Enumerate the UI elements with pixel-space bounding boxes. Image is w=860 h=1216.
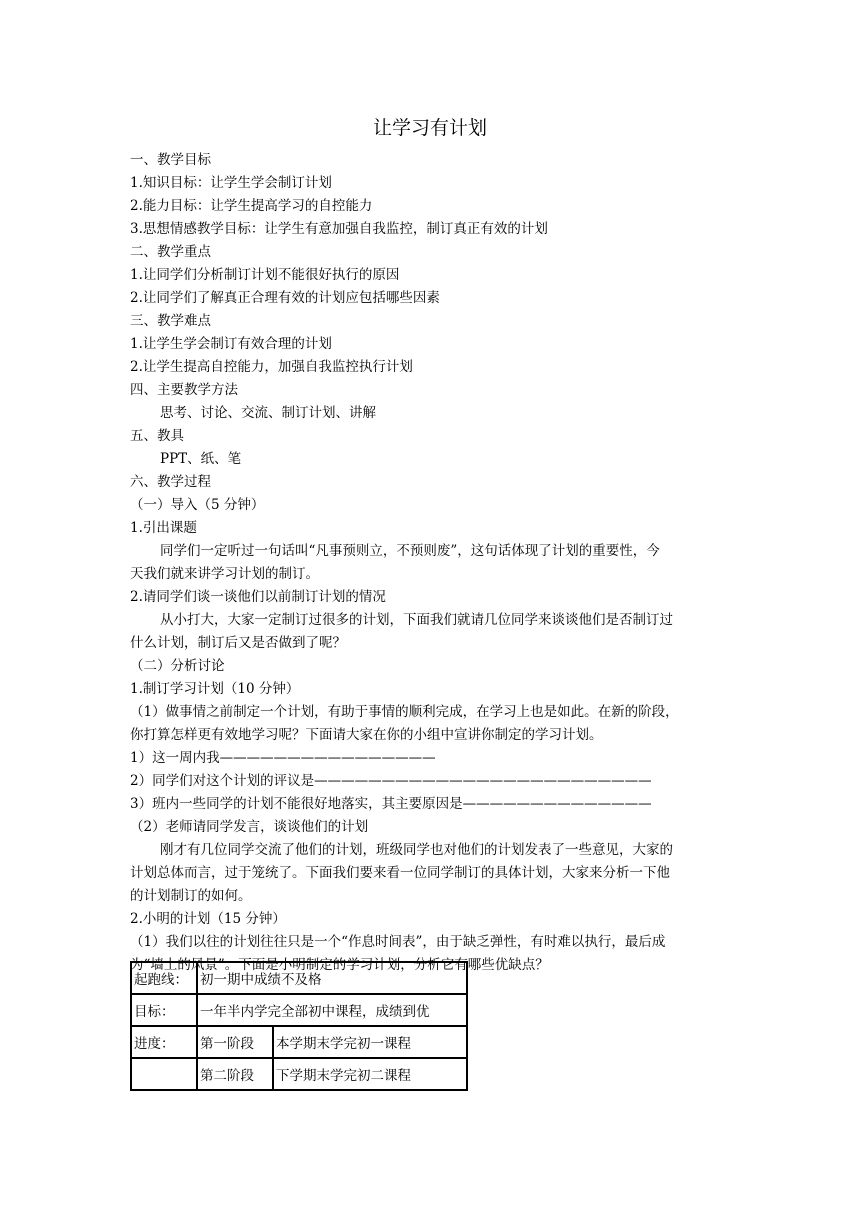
table-cell-stage: 第二阶段 (197, 1058, 273, 1090)
text-line: 2.能力目标：让学生提高学习的自控能力 (130, 198, 373, 214)
text-line: （一）导入（5 分钟） (130, 497, 265, 513)
text-line: 为“墙上的风景”。下面是小明制定的学习计划，分析它有哪些优缺点？ (130, 957, 549, 973)
text-line: 1.让同学们分析制订计划不能很好执行的原因 (130, 267, 400, 283)
table-cell-stage: 第一阶段 (197, 1026, 273, 1058)
text-line: 1.制订学习计划（10 分钟） (130, 681, 300, 697)
text-line: 1.知识目标：让学生学会制订计划 (130, 175, 332, 191)
text-line: 2）同学们对这个计划的评议是————————————————————————— (130, 773, 652, 789)
text-line: 六、教学过程 (130, 474, 211, 490)
table-row (131, 962, 467, 994)
text-line: 五、教具 (130, 428, 184, 444)
text-line: 四、主要教学方法 (130, 382, 238, 398)
text-line: 三、教学难点 (130, 313, 211, 329)
table-row (131, 1058, 467, 1090)
table-cell-label: 进度： (131, 1026, 197, 1058)
table-row (131, 994, 467, 1026)
text-line: 同学们一定听过一句话叫“凡事预则立，不预则废”，这句话体现了计划的重要性，今 (160, 543, 660, 559)
text-line: （二）分析讨论 (130, 658, 225, 674)
document-body (130, 149, 730, 977)
text-line: 你打算怎样更有效地学习呢？下面请大家在你的小组中宣讲你制定的学习计划。 (130, 727, 603, 743)
text-line: 1.引出课题 (130, 520, 197, 536)
table-cell-label: 起跑线： (131, 962, 197, 994)
table-cell-label: 目标： (131, 994, 197, 1026)
text-line: 3）班内一些同学的计划不能很好地落实，其主要原因是—————————————— (130, 796, 652, 812)
text-line: 3.思想情感教学目标：让学生有意加强自我监控，制订真正有效的计划 (130, 221, 548, 237)
text-line: （1）我们以往的计划往往只是一个“作息时间表”，由于缺乏弹性，有时难以执行，最后成 (130, 934, 666, 950)
text-line: 思考、讨论、交流、制订计划、讲解 (160, 405, 376, 421)
text-line: （1）做事情之前制定一个计划，有助于事情的顺利完成，在学习上也是如此。在新的阶段， (130, 704, 679, 720)
table-cell-value: 下学期末学完初二课程 (273, 1058, 467, 1090)
text-line: （2）老师请同学发言，谈谈他们的计划 (130, 819, 369, 835)
text-line: 2.请同学们谈一谈他们以前制订计划的情况 (130, 589, 386, 605)
text-line: 一、教学目标 (130, 152, 211, 168)
text-line: PPT、纸、笔 (160, 451, 242, 467)
text-line: 1）这一周内我———————————————— (130, 750, 436, 766)
text-line: 什么计划，制订后又是否做到了呢？ (130, 635, 346, 651)
table-cell-value: 本学期末学完初一课程 (273, 1026, 467, 1058)
text-line: 2.让学生提高自控能力，加强自我监控执行计划 (130, 359, 413, 375)
text-line: 1.让学生学会制订有效合理的计划 (130, 336, 332, 352)
text-line: 从小打大，大家一定制订过很多的计划，下面我们就请几位同学来谈谈他们是否制订过 (160, 612, 673, 628)
text-line: 的计划制订的如何。 (130, 888, 252, 904)
text-line: 计划总体而言，过于笼统了。下面我们要来看一位同学制订的具体计划，大家来分析一下他 (130, 865, 670, 881)
table-row (131, 1026, 467, 1058)
study-plan-table (130, 961, 468, 1091)
text-line: 2.让同学们了解真正合理有效的计划应包括哪些因素 (130, 290, 440, 306)
table-cell-label (131, 1058, 197, 1090)
table-cell-value: 一年半内学完全部初中课程，成绩到优 (197, 994, 467, 1026)
text-line: 二、教学重点 (130, 244, 211, 260)
text-line: 2.小明的计划（15 分钟） (130, 911, 286, 927)
text-line: 天我们就来讲学习计划的制订。 (130, 566, 319, 582)
table-cell-value: 初一期中成绩不及格 (197, 962, 467, 994)
document-title: 让学习有计划 (372, 117, 487, 139)
text-line: 刚才有几位同学交流了他们的计划，班级同学也对他们的计划发表了一些意见，大家的 (160, 842, 673, 858)
